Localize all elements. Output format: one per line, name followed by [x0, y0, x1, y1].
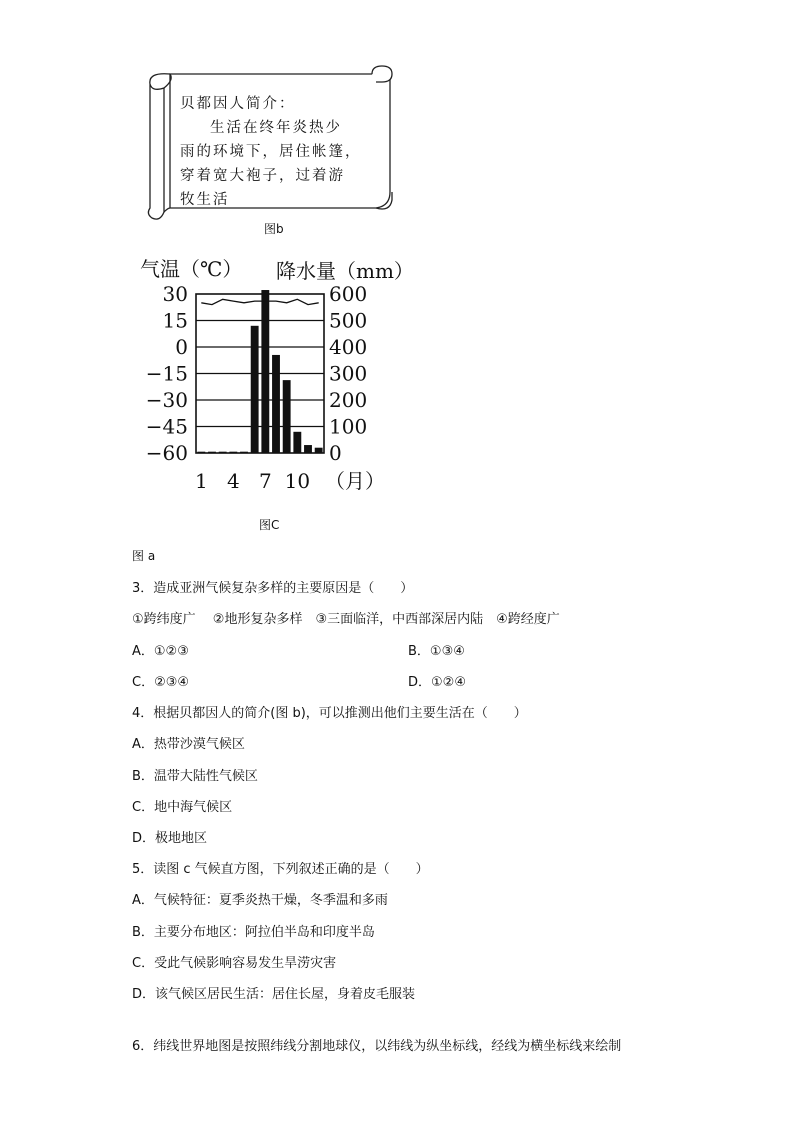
question-3-option-a: A．①②③: [132, 644, 189, 659]
left-tick-label: 30: [162, 282, 188, 306]
figure-c-caption: 图C: [259, 518, 280, 532]
question-5-stem: 5．读图 c 气候直方图，下列叙述正确的是（ ）: [132, 862, 429, 877]
figure-b-line5: 牧生活: [180, 192, 230, 208]
left-tick-label: −30: [145, 388, 188, 412]
month-tick-label: 10: [284, 469, 311, 493]
figure-a-caption: 图 a: [132, 549, 156, 563]
precip-bar: [229, 452, 237, 453]
precip-bar: [208, 452, 216, 453]
question-3-stem: 3．造成亚洲气候复杂多样的主要原因是（ ）: [132, 581, 414, 596]
month-tick-label: 4: [226, 469, 240, 493]
question-3-option-c: C．②③④: [132, 675, 190, 690]
question-3-option-d: D．①②④: [408, 675, 466, 690]
left-axis-label: 气温（℃）: [140, 257, 243, 281]
question-5-option-c: C．受此气候影响容易发生旱涝灾害: [132, 956, 337, 971]
figure-b-line2: 生活在终年炎热少: [210, 120, 342, 136]
right-tick-label: 600: [329, 282, 368, 306]
precip-bar: [197, 452, 205, 453]
question-5-option-a: A．气候特征：夏季炎热干燥，冬季温和多雨: [132, 893, 388, 908]
month-unit-label: （月）: [325, 469, 385, 493]
temperature-line: [201, 299, 318, 304]
left-tick-label: −45: [145, 414, 188, 439]
month-tick-label: 7: [258, 469, 272, 493]
climate-chart: [132, 250, 432, 500]
question-4-option-d: D．极地地区: [132, 831, 208, 846]
right-tick-label: 0: [329, 441, 342, 465]
figure-b-line3: 雨的环境下，居住帐篷，: [180, 144, 362, 160]
precip-bar: [240, 452, 248, 453]
right-tick-label: 300: [329, 361, 368, 386]
question-5-option-d: D．该气候区居民生活：居住长屋，身着皮毛服装: [132, 987, 416, 1002]
right-axis-label: 降水量（mm）: [276, 259, 414, 283]
question-4-stem: 4．根据贝都因人的简介(图 b)，可以推测出他们主要生活在（ ）: [132, 706, 527, 721]
question-6-stem: 6．纬线世界地图是按照纬线分割地球仪，以纬线为纵坐标线，经线为横坐标线来绘制: [132, 1039, 622, 1054]
precip-bar: [261, 290, 269, 453]
precip-bar: [219, 452, 227, 453]
left-tick-label: −60: [145, 441, 188, 465]
question-4-option-b: B．温带大陆性气候区: [132, 769, 258, 784]
question-4-option-a: A．热带沙漠气候区: [132, 737, 245, 752]
question-4-option-c: C．地中海气候区: [132, 800, 233, 815]
month-tick-label: 1: [194, 469, 208, 493]
question-3-option-b: B．①③④: [408, 644, 465, 659]
precip-bar: [304, 445, 312, 453]
left-tick-label: 0: [175, 335, 188, 359]
right-tick-label: 400: [329, 335, 368, 359]
figure-b-line4: 穿着宽大袍子，过着游: [180, 168, 345, 184]
precip-bar: [293, 432, 301, 453]
figure-b-caption: 图b: [264, 222, 284, 236]
right-tick-label: 100: [329, 414, 368, 439]
right-tick-label: 500: [329, 308, 368, 333]
left-tick-label: −15: [145, 361, 188, 386]
question-3-statements: ①跨纬度广 ②地形复杂多样 ③三面临洋，中西部深居内陆 ④跨经度广: [132, 612, 560, 627]
figure-b-line1: 贝都因人简介：: [180, 96, 296, 112]
figure-b-text: [180, 92, 390, 212]
precip-bar: [283, 380, 291, 453]
precip-bar: [272, 355, 280, 453]
precip-bar: [315, 448, 323, 453]
right-tick-label: 200: [329, 388, 368, 412]
precip-bar: [251, 326, 259, 453]
question-5-option-b: B．主要分布地区：阿拉伯半岛和印度半岛: [132, 925, 375, 940]
left-tick-label: 15: [162, 308, 188, 333]
